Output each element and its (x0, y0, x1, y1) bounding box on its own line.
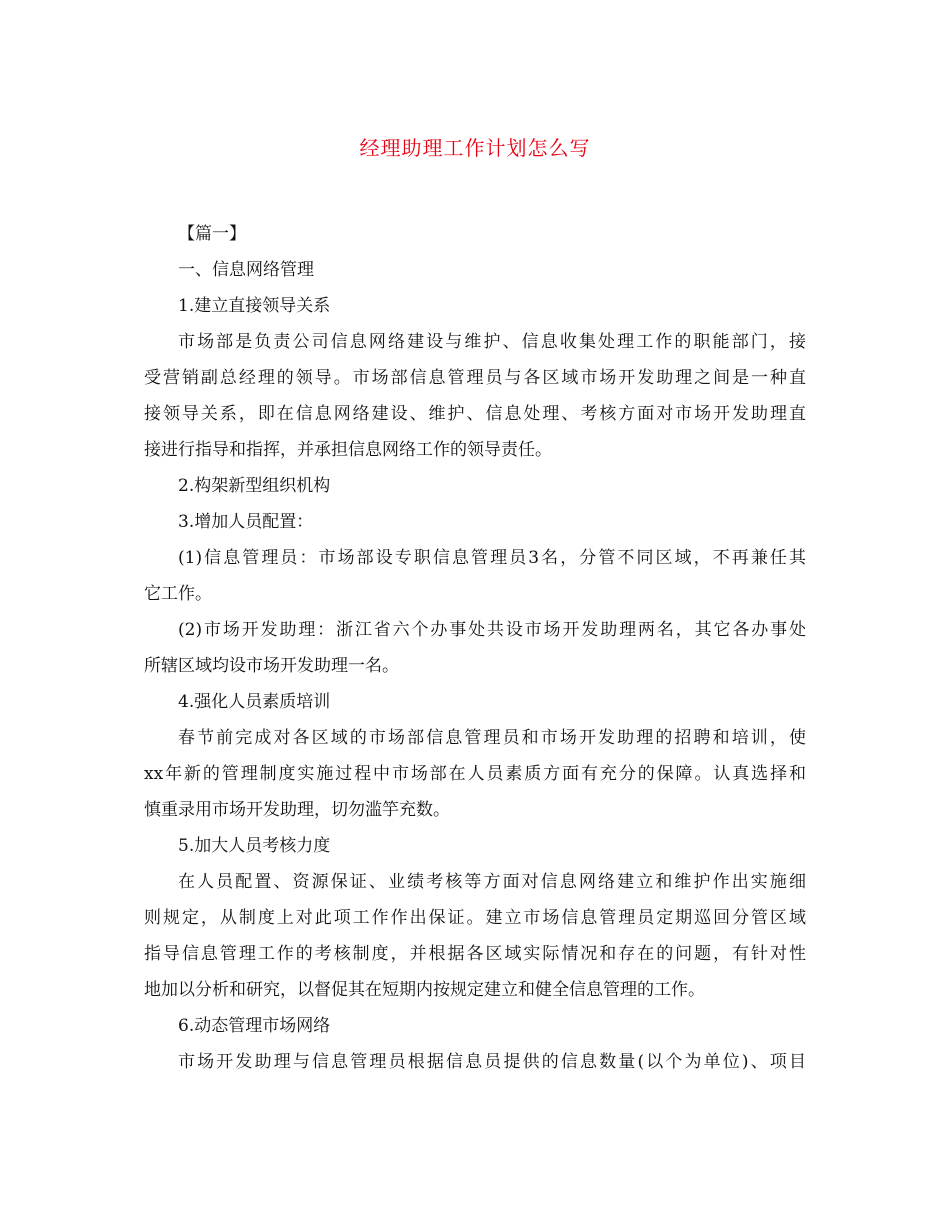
subheading-1: 1.建立直接领导关系 (178, 296, 331, 316)
subheading-2: 2.构架新型组织机构 (178, 476, 331, 496)
subheading-4: 4.强化人员素质培训 (178, 692, 331, 712)
paragraph-line: 受营销副总经理的领导。市场部信息管理员与各区域市场开发助理之间是一种直 (144, 368, 806, 388)
paragraph-line: 所辖区域均设市场开发助理一名。 (144, 656, 399, 676)
paragraph-line: 市场开发助理与信息管理员根据信息员提供的信息数量(以个为单位)、项目 (178, 1052, 806, 1072)
paragraph-line: 接进行指导和指挥，并承担信息网络工作的领导责任。 (144, 440, 552, 460)
paragraph-line: 地加以分析和研究，以督促其在短期内按规定建立和健全信息管理的工作。 (144, 980, 705, 1000)
paragraph-line: (1)信息管理员：市场部设专职信息管理员3名，分管不同区域，不再兼任其 (178, 548, 806, 568)
paragraph-line: 慎重录用市场开发助理，切勿滥竽充数。 (144, 800, 450, 820)
subheading-6: 6.动态管理市场网络 (178, 1016, 331, 1036)
paragraph-line: 在人员配置、资源保证、业绩考核等方面对信息网络建立和维护作出实施细 (178, 872, 806, 892)
paragraph-line: 市场部是负责公司信息网络建设与维护、信息收集处理工作的职能部门，接 (178, 332, 806, 352)
subheading-3: 3.增加人员配置： (178, 512, 314, 532)
paragraph-line: 它工作。 (144, 584, 212, 604)
subheading-5: 5.加大人员考核力度 (178, 836, 331, 856)
document-body (144, 216, 806, 1080)
paragraph-line: 春节前完成对各区域的市场部信息管理员和市场开发助理的招聘和培训，使 (178, 728, 806, 748)
paragraph-line: xx年新的管理制度实施过程中市场部在人员素质方面有充分的保障。认真选择和 (144, 764, 806, 784)
paragraph-line: 接领导关系，即在信息网络建设、维护、信息处理、考核方面对市场开发助理直 (144, 404, 806, 424)
paragraph-line: (2)市场开发助理：浙江省六个办事处共设市场开发助理两名，其它各办事处 (178, 620, 806, 640)
paragraph-line: 则规定，从制度上对此项工作作出保证。建立市场信息管理员定期巡回分管区域 (144, 908, 806, 928)
document-title: 经理助理工作计划怎么写 (359, 136, 591, 160)
paragraph-line: 指导信息管理工作的考核制度，并根据各区域实际情况和存在的问题，有针对性 (144, 944, 806, 964)
heading-information-network: 一、信息网络管理 (178, 260, 314, 280)
section-heading-part-one: 【篇一】 (178, 224, 246, 244)
